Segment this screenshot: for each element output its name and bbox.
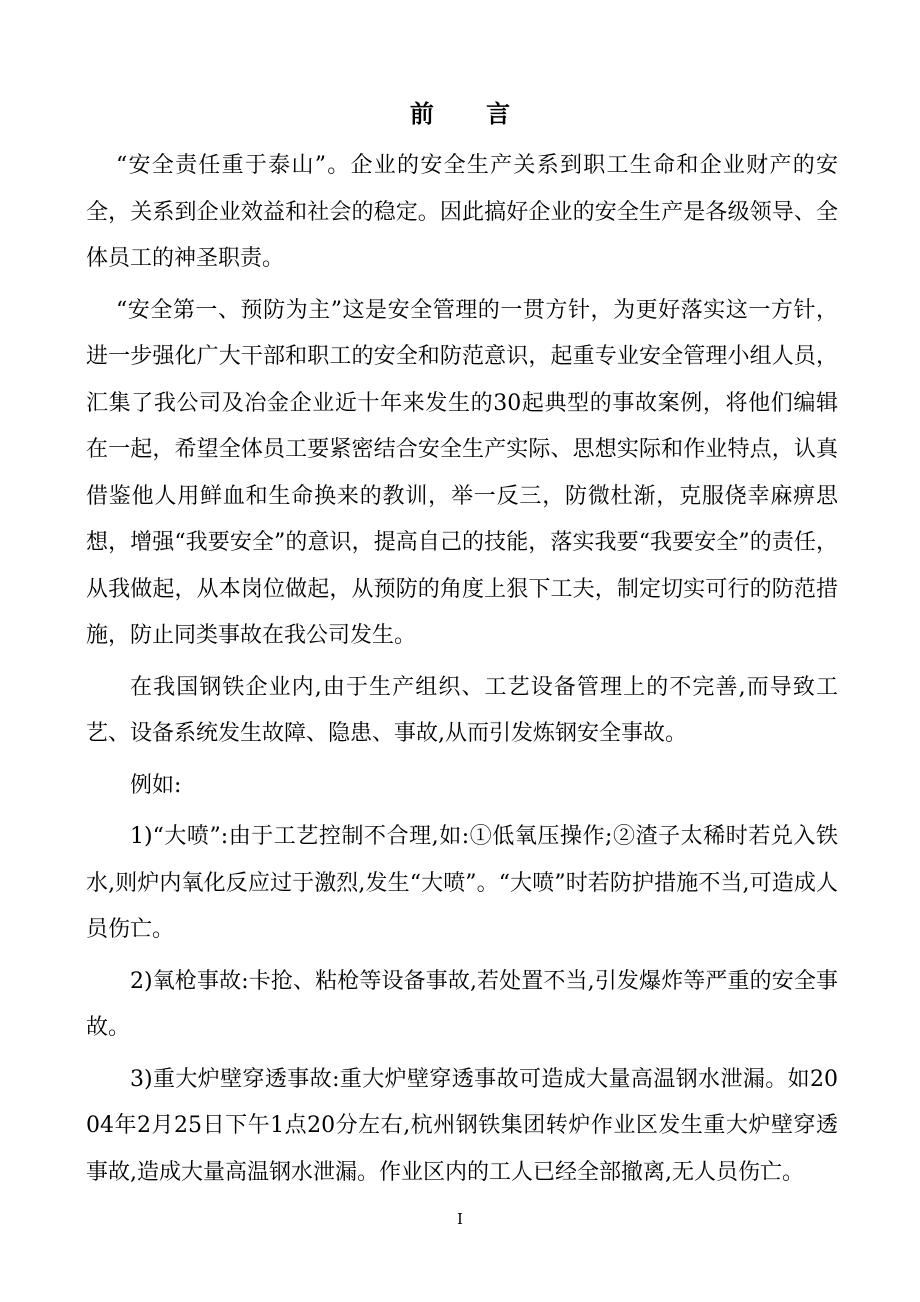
paragraph-example-2: 2)氧枪事故:卡抢、粘枪等设备事故,若处置不当,引发爆炸等严重的安全事故。	[86, 968, 838, 1040]
page-number: I	[457, 1210, 463, 1228]
paragraph-safety-responsibility: “安全责任重于泰山”。企业的安全生产关系到职工生命和企业财产的安全，关系到企业效益和社会的稳定。因此搞好企业的安全生产是各级领导、全体员工的神圣职责。	[86, 153, 838, 271]
paragraph-safety-policy: “安全第一、预防为主”这是安全管理的一贯方针，为更好落实这一方针，进一步强化广大干部和职工的安全和防范意识，起重专业安全管理小组人员，汇集了我公司及冶金企业近十年来发生的30起典型的事故案例，将他们编辑在一起，希望全体员工要紧密结合安全生产实际、思想实际和作业特点，认真借鉴他人用鲜血和生命换来的教训，举一反三，防微杜渐，克服侥幸麻痹思想，增强“我要安全”的意识，提高自己的技能，落实我要“我要安全”的责任，从我做起，从本岗位做起，从预防的角度上狠下工夫，制定切实可行的防范措施，防止同类事故在我公司发生。	[86, 297, 838, 648]
paragraph-examples-label: 例如:	[130, 772, 182, 798]
paragraph-steel-industry: 在我国钢铁企业内,由于生产组织、工艺设备管理上的不完善,而导致工艺、设备系统发生故障、隐患、事故,从而引发炼钢安全事故。	[86, 674, 838, 746]
paragraph-example-3: 3)重大炉壁穿透事故:重大炉壁穿透事故可造成大量高温钢水泄漏。如2004年2月25日下午1点20分左右,杭州钢铁集团转炉作业区发生重大炉壁穿透事故,造成大量高温钢水泄漏。作业区内的工人已经全部撤离,无人员伤亡。	[86, 1066, 838, 1185]
paragraph-example-1: 1)“大喷”:由于工艺控制不合理,如:①低氧压操作;②渣子太稀时若兑入铁水,则炉内氧化反应过于激烈,发生“大喷”。“大喷”时若防护措施不当,可造成人员伤亡。	[86, 824, 838, 942]
body-text	[86, 143, 838, 1201]
page-title: 前 言	[409, 99, 533, 128]
